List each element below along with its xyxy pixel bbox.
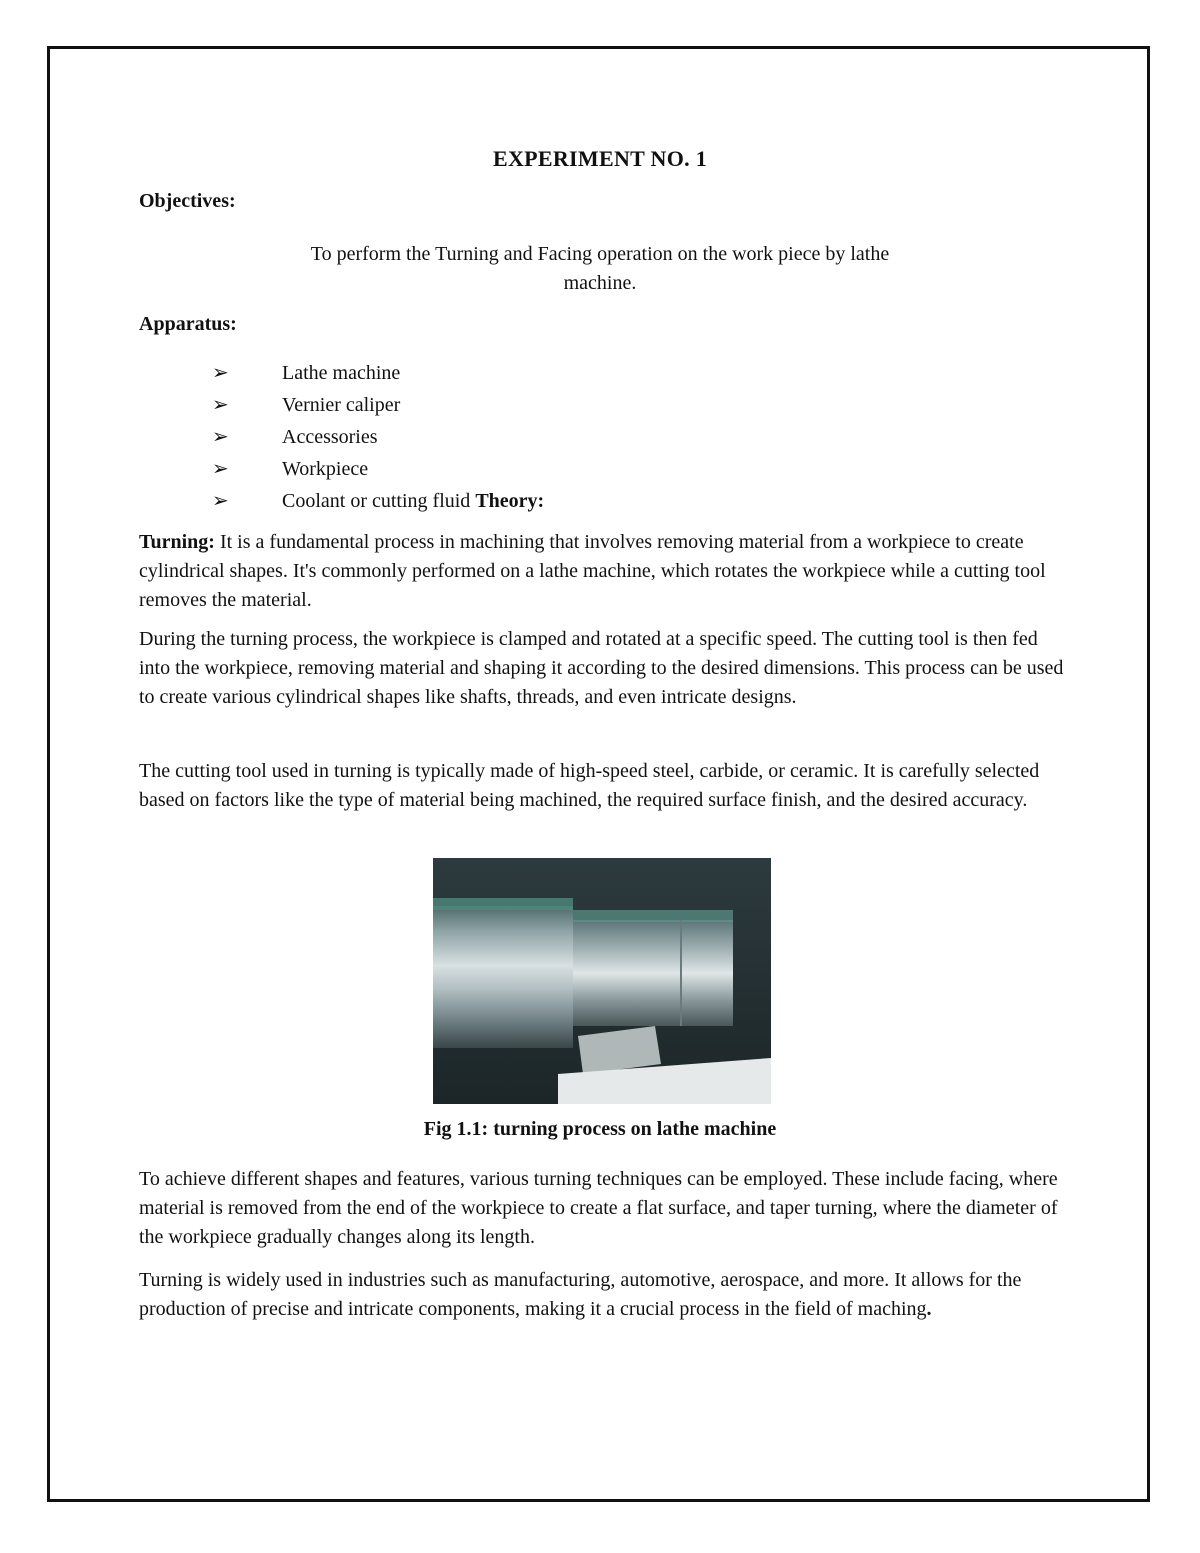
apparatus-item: Lathe machine — [282, 362, 401, 384]
turning-label: Turning: — [139, 531, 215, 553]
industries-paragraph-text: Turning is widely used in industries such as manufacturing, automotive, aerospace, and more. It allows for the production of precise and intricate components, making it a crucial process in the field of maching — [139, 1269, 1022, 1320]
turning-process-photo — [433, 858, 771, 1104]
apparatus-item: Accessories — [282, 426, 378, 448]
objectives-text — [0, 240, 1200, 298]
objectives-line-2: machine. — [563, 272, 637, 294]
list-item — [212, 453, 544, 485]
theory-heading: Theory: — [475, 490, 545, 512]
workpiece-large-section — [433, 906, 573, 1048]
list-item — [212, 485, 544, 517]
turning-paragraph — [139, 528, 1064, 615]
industries-paragraph-period: . — [926, 1298, 932, 1320]
techniques-paragraph: To achieve different shapes and features, various turning techniques can be employed. These include facing, where material is removed from the end of the workpiece to create a flat surface, and taper turning, where the diameter of the workpiece gradually changes along its length. — [139, 1168, 1058, 1248]
cutting-tool-paragraph: The cutting tool used in turning is typically made of high-speed steel, carbide, or ceramic. It is carefully selected based on factors like the type of material being machined, the required surface finish, and the desired accuracy. — [139, 760, 1040, 811]
list-item — [212, 357, 544, 389]
arrow-bullet-icon: ➢ — [212, 426, 229, 448]
objectives-heading: Objectives: — [139, 190, 236, 212]
arrow-bullet-icon: ➢ — [212, 458, 229, 480]
turned-edge-highlight — [573, 910, 733, 922]
apparatus-item: Workpiece — [282, 458, 369, 480]
arrow-bullet-icon: ➢ — [212, 490, 229, 512]
list-item — [212, 421, 544, 453]
workpiece-turned-section — [573, 920, 733, 1026]
arrow-bullet-icon: ➢ — [212, 362, 229, 384]
apparatus-list — [212, 357, 544, 517]
page-title: EXPERIMENT NO. 1 — [492, 146, 708, 171]
apparatus-item: Coolant or cutting fluid — [282, 490, 471, 512]
turning-paragraph-text: It is a fundamental process in machining that involves removing material from a workpiece to create cylindrical shapes. It's commonly performed on a lathe machine, which rotates the workpiece while a cutting tool removes the material. — [139, 531, 1046, 611]
list-item — [212, 389, 544, 421]
apparatus-item: Vernier caliper — [282, 394, 401, 416]
figure-caption: Fig 1.1: turning process on lathe machine — [423, 1118, 777, 1140]
arrow-bullet-icon: ➢ — [212, 394, 229, 416]
process-paragraph: During the turning process, the workpiece is clamped and rotated at a specific speed. The cutting tool is then fed into the workpiece, removing material and shaping it according to the desired dimensions. This process can be used to create various cylindrical shapes like shafts, threads, and even intricate designs. — [139, 628, 1064, 708]
industries-paragraph — [139, 1266, 1064, 1324]
apparatus-heading: Apparatus: — [139, 313, 237, 335]
objectives-line-1: To perform the Turning and Facing operation on the work piece by lathe — [310, 243, 890, 265]
workpiece-edge-highlight — [433, 898, 573, 910]
